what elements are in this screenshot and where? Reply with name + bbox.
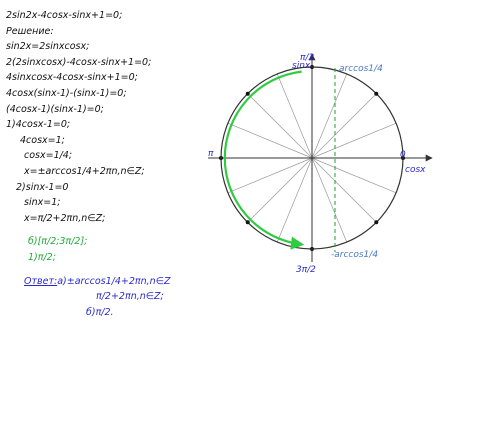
label-pi: π — [208, 149, 214, 159]
label-cosx: cosx — [405, 165, 426, 175]
answer-label: Ответ: — [24, 275, 58, 287]
answer-a-second: π/2+2πn,n∈Z; — [96, 291, 164, 303]
circle-point — [246, 92, 250, 96]
spoke-line — [248, 158, 312, 222]
solution-line: 2)sinx-1=0 — [16, 181, 69, 193]
spoke-line — [248, 94, 312, 158]
solution-line: 4sinxcosx-4cosx-sinx+1=0; — [6, 72, 138, 84]
label-pi-half: π/2 — [300, 53, 315, 63]
answer-a: а)±arccos1/4+2πn,n∈Z — [57, 275, 171, 287]
solution-line: 2(2sinxcosx)-4cosx-sinx+1=0; — [6, 56, 152, 68]
solution-line: cosx=1/4; — [24, 150, 73, 162]
label-three-pi-half: 3π/2 — [296, 265, 316, 275]
solution-line: x=±arccos1/4+2πn,n∈Z; — [24, 165, 145, 177]
answer-b: б)π/2. — [86, 306, 114, 318]
spoke-line — [312, 158, 376, 222]
solution-line: x=π/2+2πn,n∈Z; — [24, 212, 106, 224]
circle-point — [374, 220, 378, 224]
solution-line: (4cosx-1)(sinx-1)=0; — [6, 103, 104, 115]
solution-line: sin2x=2sinxcosx; — [6, 41, 90, 53]
part-b-interval: б)[π/2;3π/2]; — [28, 236, 88, 248]
circle-point — [374, 92, 378, 96]
label-sinx: sinx — [292, 61, 311, 71]
equation-line: 2sin2x-4cosx-sinx+1=0; — [6, 10, 123, 21]
solution-line: sinx=1; — [24, 197, 61, 209]
solution-heading: Решение: — [6, 25, 54, 37]
part-b-root: 1)π/2; — [28, 251, 56, 263]
solution-line: 4cosx(sinx-1)-(sinx-1)=0; — [6, 87, 127, 99]
solution-line: 1)4cosx-1=0; — [6, 119, 71, 131]
circle-point — [246, 220, 250, 224]
solution-line: 4cosx=1; — [20, 134, 65, 146]
label-arccos: arccos1/4 — [339, 64, 383, 74]
label-neg-arccos: -arccos1/4 — [331, 250, 379, 260]
spoke-line — [312, 94, 376, 158]
label-zero: 0 — [400, 150, 406, 160]
